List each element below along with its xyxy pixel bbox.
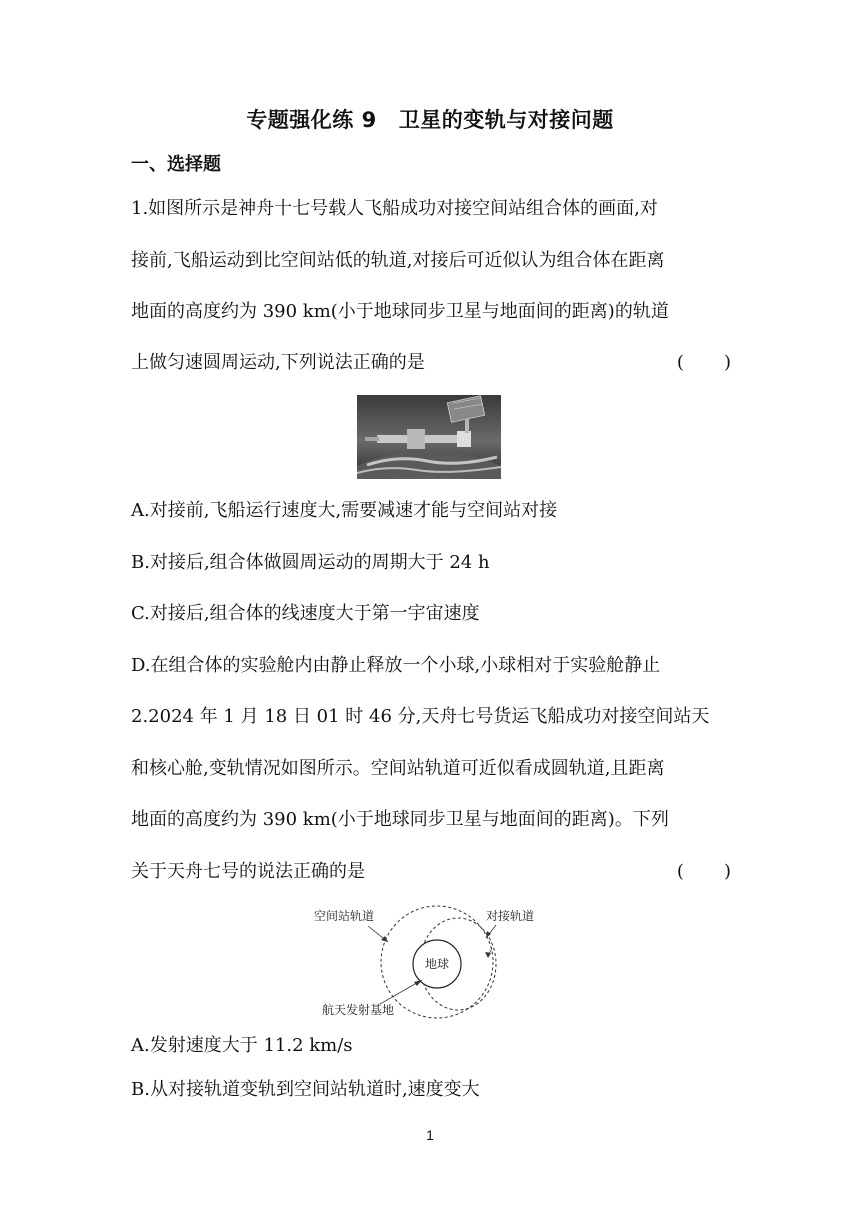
- station-orbit-label: 空间站轨道: [314, 909, 375, 923]
- q2-option-a: A.发射速度大于 11.2 km/s: [131, 1035, 353, 1056]
- earth-label: 地球: [424, 957, 450, 971]
- docking-orbit-label: 对接轨道: [486, 909, 535, 923]
- q2-line-3: 地面的高度约为 390 km(小于地球同步卫星与地面间的距离)。下列: [131, 809, 669, 830]
- q2-line-1: 2.2024 年 1 月 18 日 01 时 46 分,天舟七号货运飞船成功对接空间站天: [131, 706, 710, 727]
- q1-line-4: 上做匀速圆周运动,下列说法正确的是: [131, 352, 425, 373]
- page-number: 1: [426, 1127, 434, 1143]
- q1-option-c: C.对接后,组合体的线速度大于第一宇宙速度: [131, 603, 480, 624]
- q1-answer-paren: ( ): [676, 352, 731, 373]
- q2-line-2: 和核心舱,变轨情况如图所示。空间站轨道可近似看成圆轨道,且距离: [131, 758, 665, 779]
- q2-answer-paren: ( ): [676, 861, 731, 882]
- q1-line-3: 地面的高度约为 390 km(小于地球同步卫星与地面间的距离)的轨道: [131, 301, 669, 322]
- page-title: [0, 104, 860, 134]
- q2-line-4: 关于天舟七号的说法正确的是: [131, 861, 365, 882]
- q1-line-1: 1.如图所示是神舟十七号载人飞船成功对接空间站组合体的画面,对: [131, 198, 658, 219]
- section-heading: 一、选择题: [131, 154, 221, 175]
- launch-base-label: 航天发射基地: [322, 1003, 395, 1017]
- q1-line-2: 接前,飞船运动到比空间站低的轨道,对接后可近似认为组合体在距离: [131, 250, 665, 271]
- spacecraft-docking-photo: [357, 395, 501, 479]
- q1-option-d: D.在组合体的实验舱内由静止释放一个小球,小球相对于实验舱静止: [131, 655, 661, 676]
- q2-option-b: B.从对接轨道变轨到空间站轨道时,速度变大: [131, 1079, 480, 1100]
- q1-option-b: B.对接后,组合体做圆周运动的周期大于 24 h: [131, 552, 490, 573]
- title-sub: 卫星的变轨与对接问题: [398, 108, 614, 132]
- title-main: 专题强化练 9: [246, 108, 377, 132]
- orbit-transfer-diagram: [310, 900, 550, 1020]
- q1-option-a: A.对接前,飞船运行速度大,需要减速才能与空间站对接: [131, 500, 558, 521]
